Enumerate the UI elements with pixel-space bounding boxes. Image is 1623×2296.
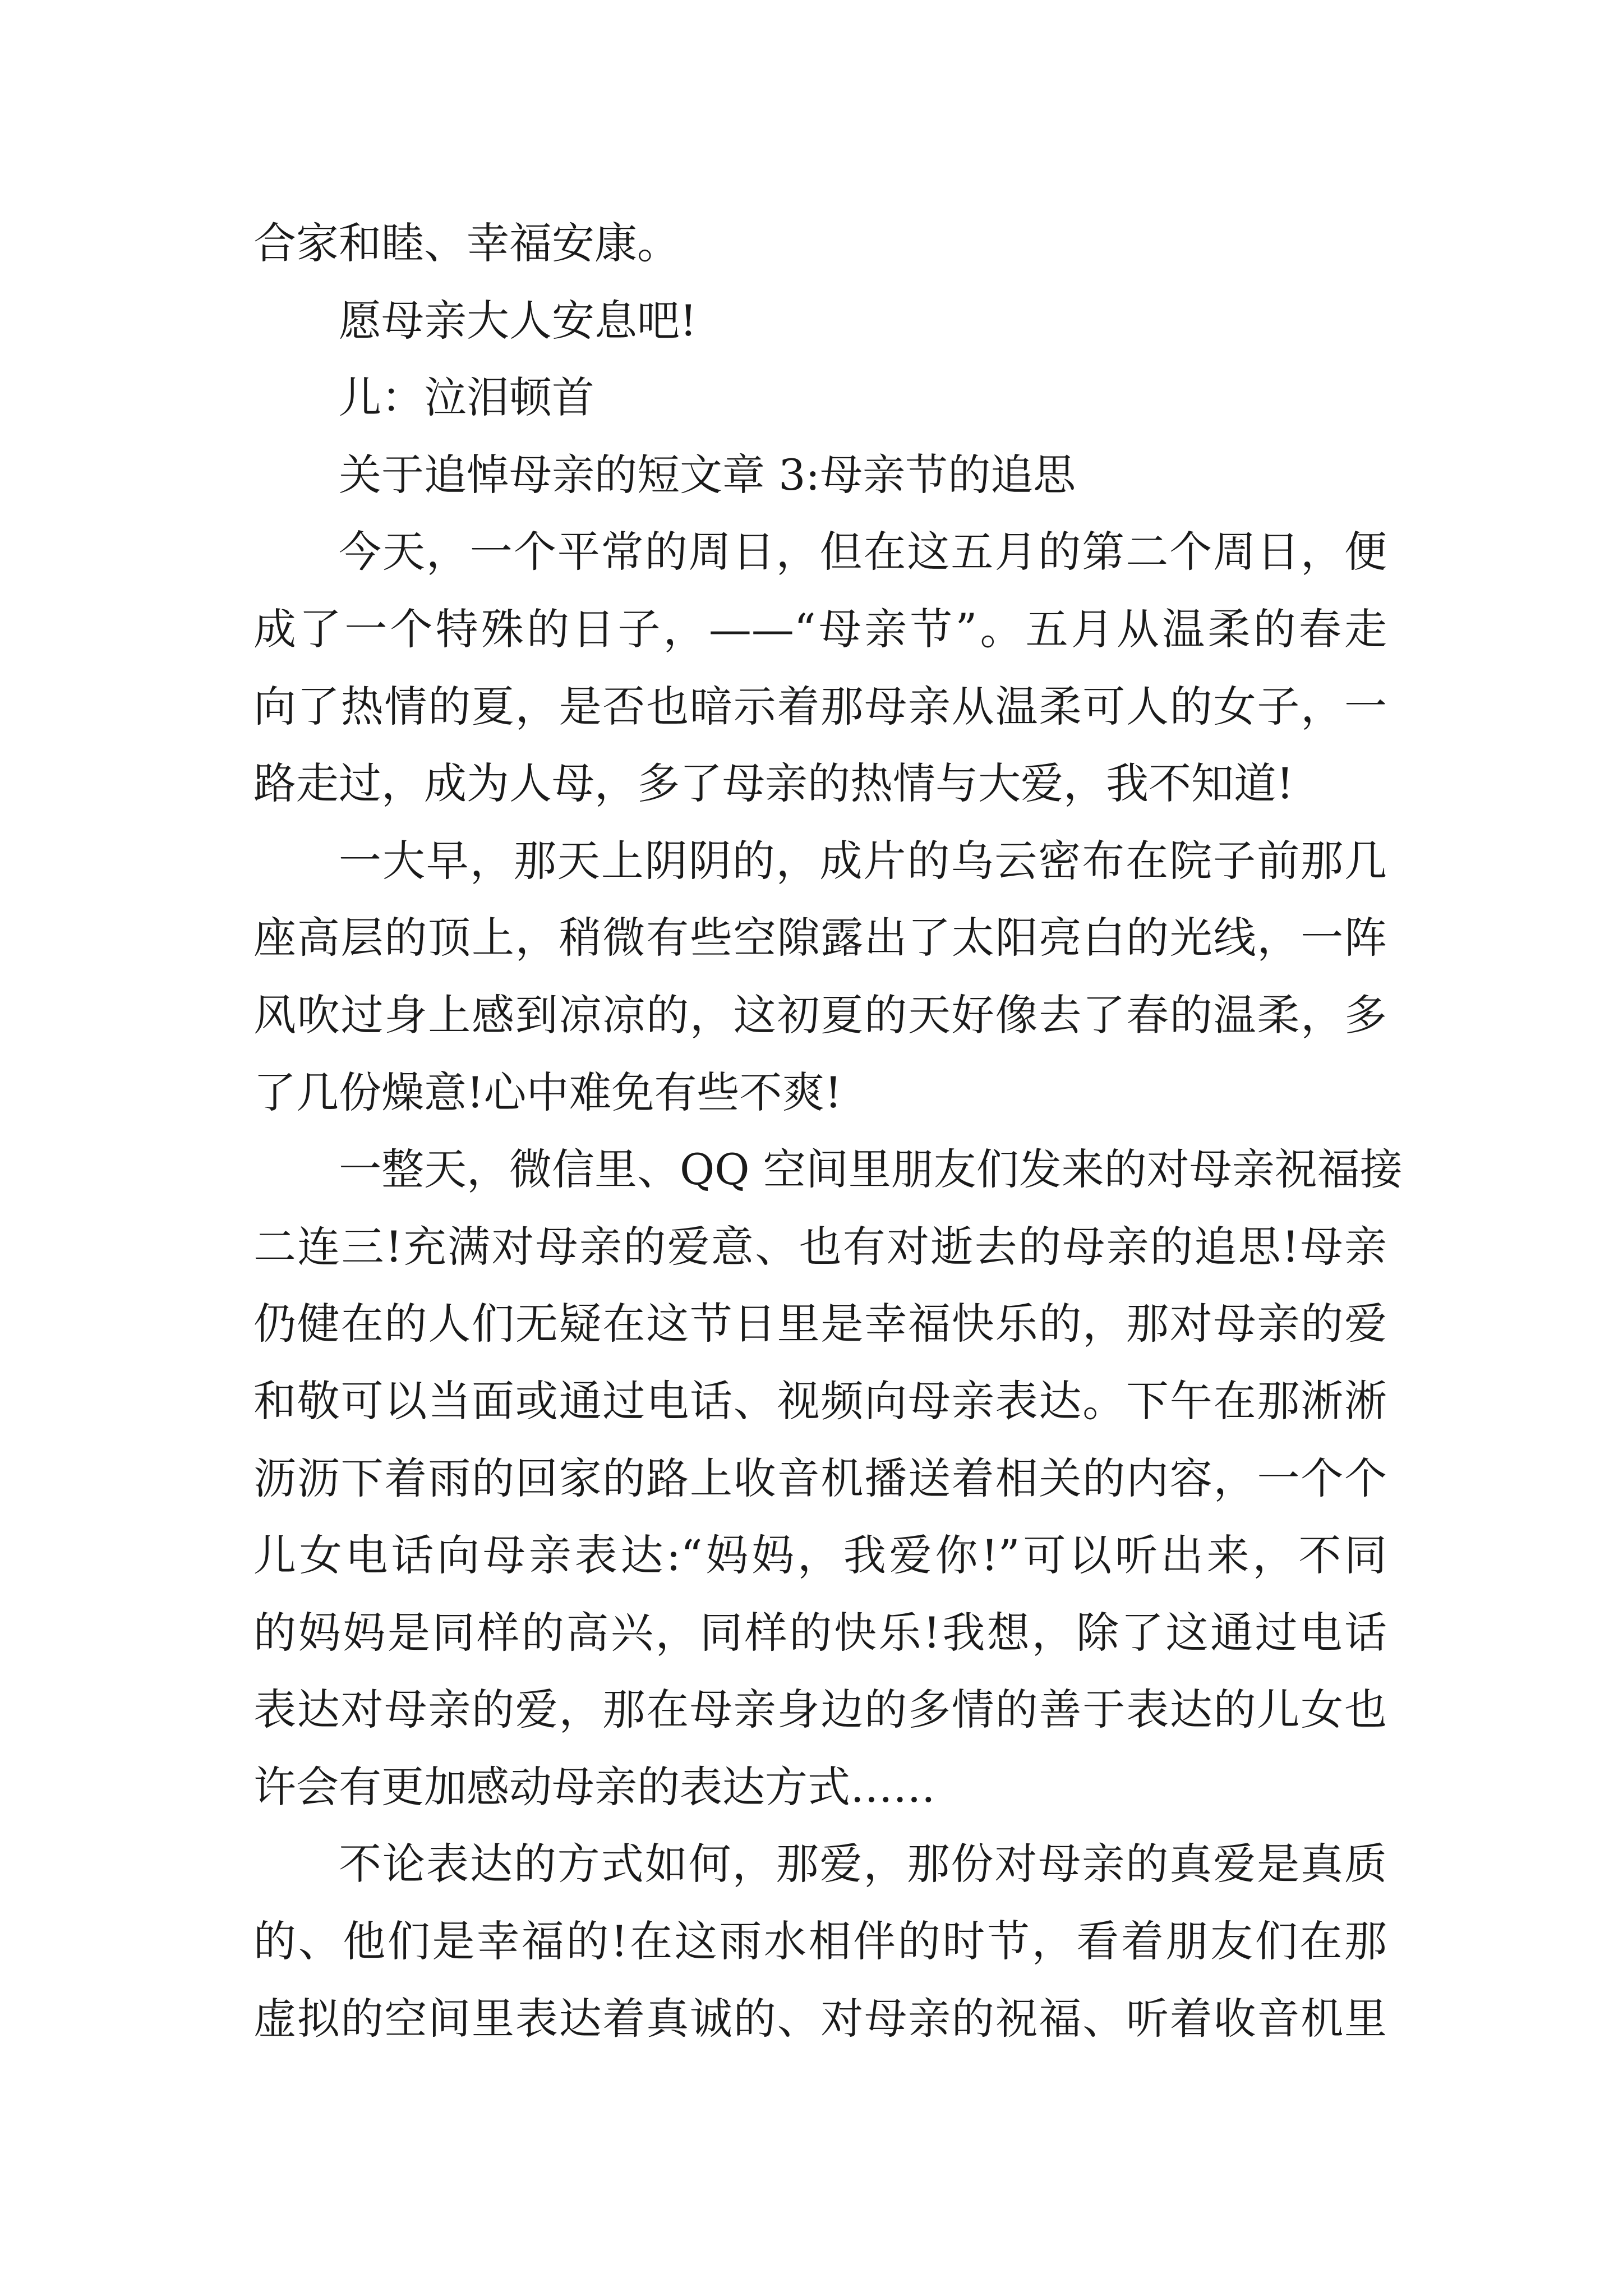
- text-line: 今天，一个平常的周日，但在这五月的第二个周日，便: [339, 527, 1387, 577]
- paragraph: [253, 1131, 1403, 1825]
- text-line: 合家和睦、幸福安康。: [253, 218, 680, 268]
- text-line: 一大早，那天上阴阴的，成片的乌云密布在院子前那几: [339, 835, 1387, 886]
- section-title: 关于追悼母亲的短文章 3:母亲节的追思: [339, 449, 1076, 500]
- text-line: 的、他们是幸福的!在这雨水相伴的时节，看着朋友们在那: [253, 1916, 1387, 1967]
- text-line: 了几份燥意!心中难免有些不爽!: [253, 1067, 842, 1117]
- paragraph: [253, 1825, 1387, 2057]
- paragraph: [253, 822, 1387, 1131]
- text-line: 和敬可以当面或通过电话、视频向母亲表达。下午在那淅淅: [253, 1375, 1387, 1426]
- paragraph: [253, 205, 1387, 282]
- text-line: 沥沥下着雨的回家的路上收音机播送着相关的内容，一个个: [253, 1453, 1387, 1503]
- text-line: 虚拟的空间里表达着真诚的、对母亲的祝福、听着收音机里: [253, 1993, 1387, 2044]
- text-line: 的妈妈是同样的高兴，同样的快乐!我想，除了这通过电话: [253, 1607, 1387, 1658]
- text-line: 座高层的顶上，稍微有些空隙露出了太阳亮白的光线，一阵: [253, 913, 1387, 963]
- section-heading: [253, 436, 1387, 514]
- text-line: 儿女电话向母亲表达:“妈妈，我爱你!”可以听出来，不同: [253, 1530, 1387, 1581]
- text-line: 向了热情的夏，是否也暗示着那母亲从温柔可人的女子，一: [253, 681, 1387, 731]
- text-line: 愿母亲大人安息吧!: [339, 295, 697, 346]
- signature-paragraph: [253, 359, 1387, 436]
- text-line: 一整天，微信里、QQ 空间里朋友们发来的对母亲祝福接: [339, 1144, 1403, 1195]
- text-line: 路走过，成为人母，多了母亲的热情与大爱，我不知道!: [253, 758, 1294, 809]
- paragraph: [253, 513, 1387, 822]
- text-line: 成了一个特殊的日子，——“母亲节”。五月从温柔的春走: [253, 604, 1387, 654]
- text-line: 不论表达的方式如何，那爱，那份对母亲的真爱是真质: [339, 1839, 1387, 1889]
- text-line: 仍健在的人们无疑在这节日里是幸福快乐的，那对母亲的爱: [253, 1299, 1387, 1349]
- text-line: 表达对母亲的爱，那在母亲身边的多情的善于表达的儿女也: [253, 1685, 1387, 1735]
- document-body: [253, 205, 1403, 2057]
- text-line: 风吹过身上感到凉凉的，这初夏的天好像去了春的温柔，多: [253, 990, 1387, 1040]
- text-line: 许会有更加感动母亲的表达方式……: [253, 1761, 935, 1812]
- paragraph: [253, 282, 1387, 360]
- text-line: 二连三!充满对母亲的爱意、也有对逝去的母亲的追思!母亲: [253, 1221, 1387, 1272]
- signature-line: 儿：泣泪顿首: [339, 372, 594, 423]
